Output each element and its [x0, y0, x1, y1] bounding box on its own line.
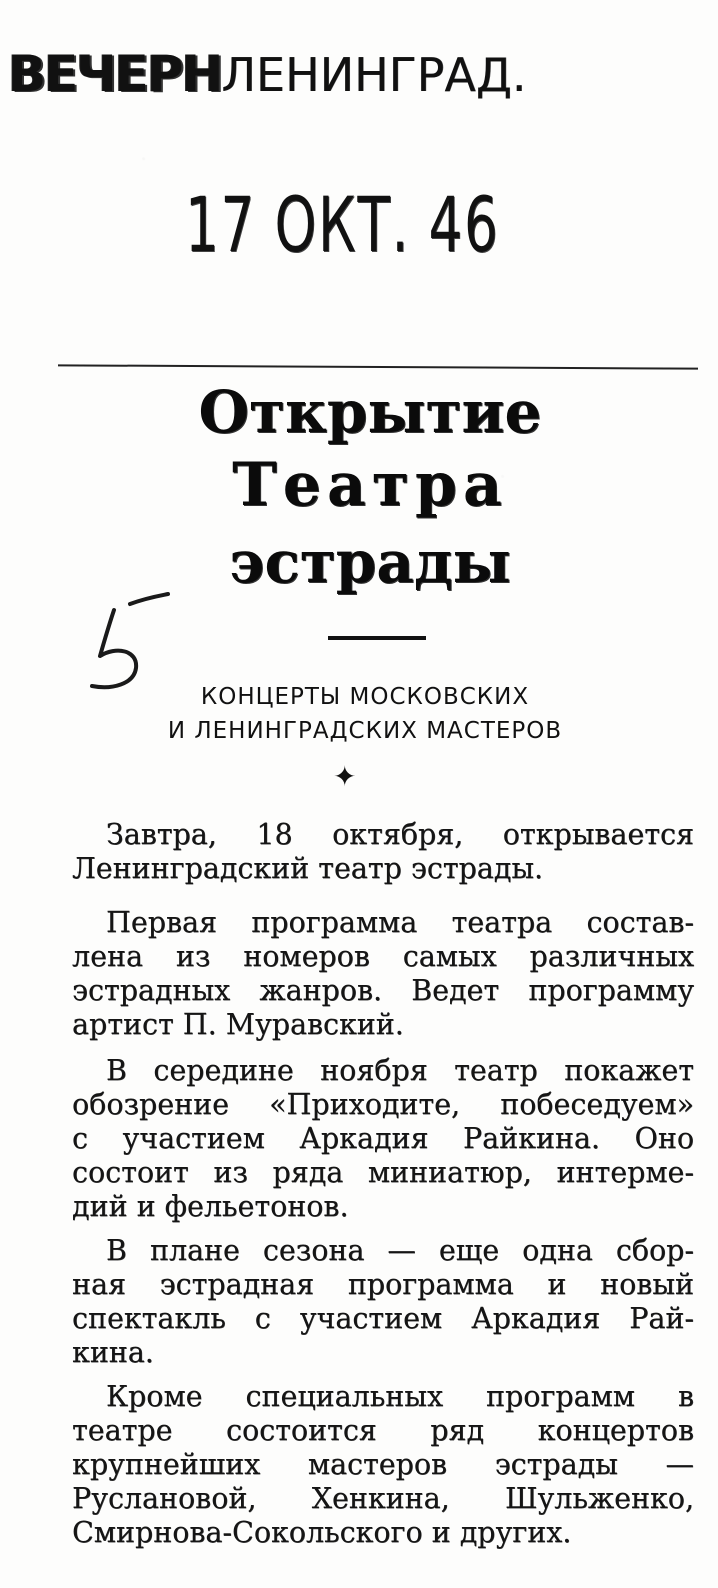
paragraph-line: Завтра, 18 октября, открывается: [106, 818, 694, 851]
paragraph-line: ная эстрадная программа и новый: [72, 1268, 694, 1301]
headline-line-2: Театра: [232, 450, 508, 520]
subheading-line-2: И ЛЕНИНГРАДСКИХ МАСТЕРОВ: [167, 718, 563, 744]
paragraph-5: [72, 1380, 694, 1550]
newspaper-name-stamp: [8, 45, 568, 115]
paragraph-2: [72, 906, 694, 1042]
paragraph-3: [72, 1054, 694, 1224]
paragraph-line: лена из номеров самых различных: [72, 940, 694, 973]
headline-divider: [328, 636, 426, 640]
paragraph-line: Руслановой, Хенкина, Шульженко,: [72, 1482, 694, 1515]
headline-line-1: Открытие: [198, 378, 542, 446]
paragraph-line: обозрение «Приходите, побеседуем»: [72, 1088, 694, 1121]
headline-line-3: эстрады: [229, 528, 511, 596]
paragraph-line: Первая программа театра состав-: [106, 906, 694, 939]
top-rule: [58, 364, 698, 369]
subheading-line-1: КОНЦЕРТЫ МОСКОВСКИХ: [200, 684, 530, 710]
paragraph-4: [72, 1234, 694, 1370]
paragraph-line: эстрадных жанров. Ведет программу: [72, 974, 694, 1007]
paragraph-line: кина.: [72, 1336, 154, 1369]
paragraph-line: театре состоится ряд концертов: [72, 1414, 694, 1447]
paragraph-line: В середине ноября театр покажет: [106, 1054, 694, 1087]
date-stamp: 17 ОКТ. 46: [185, 180, 500, 269]
paragraph-line: с участием Аркадия Райкина. Оно: [72, 1122, 694, 1155]
paragraph-1: [72, 818, 694, 886]
paragraph-line: спектакль с участием Аркадия Рай-: [72, 1302, 694, 1335]
paragraph-line: артист П. Муравский.: [72, 1008, 404, 1041]
paragraph-line: Ленинградский театр эстрады.: [72, 852, 544, 885]
newspaper-name-bold: ВЕЧЕРН: [8, 45, 222, 103]
paragraph-line: состоит из ряда миниатюр, интерме-: [72, 1156, 694, 1189]
paragraph-line: крупнейших мастеров эстрады —: [72, 1448, 694, 1481]
newspaper-name-rest: ЛЕНИНГРАД.: [221, 48, 527, 102]
paragraph-line: Смирнова-Сокольского и других.: [72, 1516, 572, 1549]
paragraph-line: дий и фельетонов.: [72, 1190, 349, 1223]
star-ornament: ✦: [333, 760, 357, 793]
paragraph-line: В плане сезона — еще одна сбор-: [106, 1234, 694, 1267]
paragraph-line: Кроме специальных программ в: [106, 1380, 694, 1413]
